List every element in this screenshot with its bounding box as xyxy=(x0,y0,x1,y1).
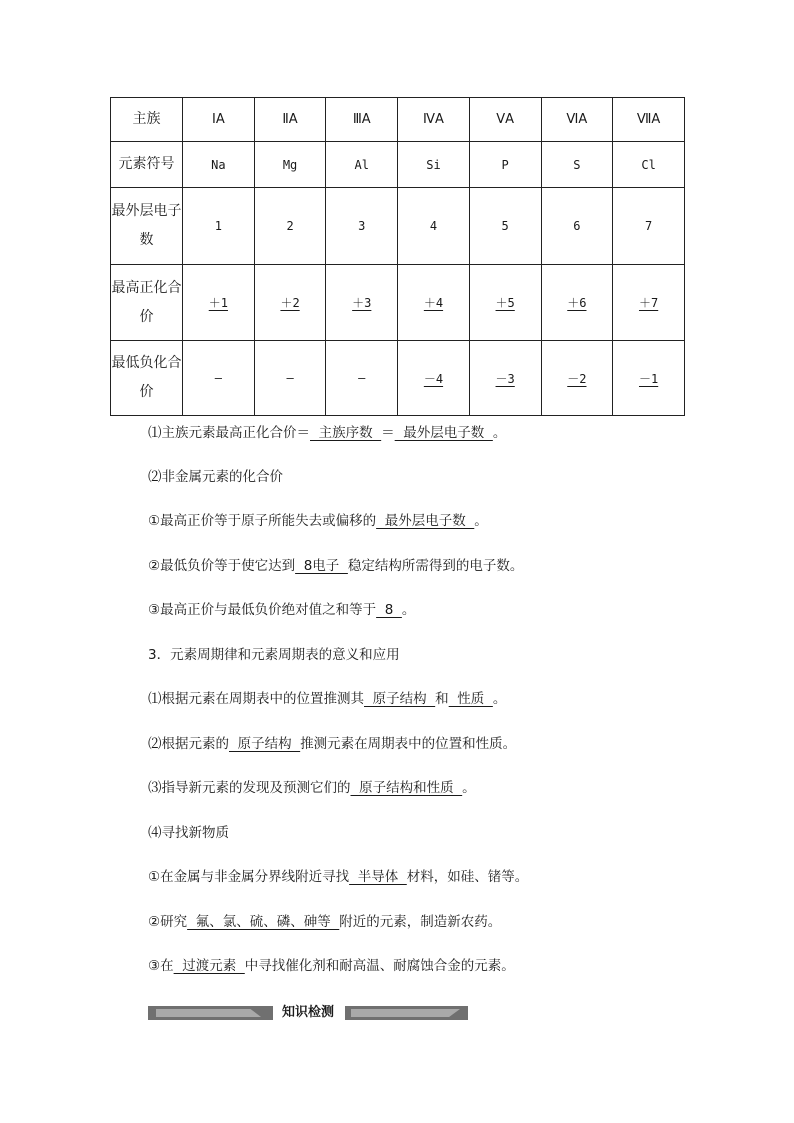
text: 。 xyxy=(401,602,416,618)
answer-blank: 8 xyxy=(376,602,402,618)
answer-text: ＋6 xyxy=(567,296,587,310)
table-cell: — xyxy=(254,341,326,416)
text: ＝ xyxy=(381,425,395,441)
text: 。 xyxy=(462,780,476,796)
table-cell: ⅢA xyxy=(326,98,398,142)
table-cell: 5 xyxy=(469,188,541,265)
table-cell xyxy=(613,265,685,341)
text: 附近的元素，制造新农药。 xyxy=(339,914,502,930)
row-header: 最外层电子数 xyxy=(111,188,183,265)
text: ⑵根据元素的 xyxy=(148,736,229,752)
text: 推测元素在周期表中的位置和性质。 xyxy=(300,736,517,752)
answer-text: ＋7 xyxy=(638,296,659,310)
table-cell: ⅡA xyxy=(254,98,326,142)
text: 。 xyxy=(474,513,488,529)
table-cell xyxy=(398,341,470,416)
table-cell xyxy=(183,265,255,341)
table-cell: ⅤA xyxy=(469,98,541,142)
table-cell: Na xyxy=(183,142,255,188)
table-cell xyxy=(398,265,470,341)
section-banner xyxy=(148,1006,468,1020)
text: ①最高正价等于原子所能失去或偏移的 xyxy=(148,513,377,529)
table-cell: 3 xyxy=(326,188,398,265)
answer-text: －2 xyxy=(567,371,587,386)
table-cell: 1 xyxy=(183,188,255,265)
statement-2-heading xyxy=(148,467,283,487)
answer-text: －3 xyxy=(495,371,515,386)
statement-3-4-2 xyxy=(148,912,501,932)
section-3-heading xyxy=(148,645,400,665)
table-cell: ⅦA xyxy=(613,98,685,142)
text: 。 xyxy=(492,691,507,707)
answer-text: ＋1 xyxy=(208,296,228,310)
table-cell: Si xyxy=(398,142,470,188)
text: 。 xyxy=(492,425,507,441)
table-cell xyxy=(541,341,613,416)
text: 3．元素周期律和元素周期表的意义和应用 xyxy=(148,647,400,663)
statement-2-3 xyxy=(148,600,415,620)
answer-blank: 最外层电子数 xyxy=(376,513,475,529)
answer-blank: 原子结构 xyxy=(364,691,436,707)
table-row xyxy=(111,142,685,188)
statement-3-2 xyxy=(148,734,516,754)
table-cell xyxy=(541,265,613,341)
text: ②最低负价等于使它达到 xyxy=(148,558,296,574)
text: ①在金属与非金属分界线附近寻找 xyxy=(148,869,350,885)
table-cell: — xyxy=(183,341,255,416)
row-header: 最低负化合价 xyxy=(111,341,183,416)
text: ③在 xyxy=(148,958,174,974)
main-group-table xyxy=(110,97,685,416)
answer-text: －1 xyxy=(638,371,659,386)
table-row xyxy=(111,98,685,142)
table-cell: S xyxy=(541,142,613,188)
table-row xyxy=(111,188,685,265)
answer-blank: 最外层电子数 xyxy=(394,425,493,441)
statement-1 xyxy=(148,423,506,443)
text: 中寻找催化剂和耐高温、耐腐蚀合金的元素。 xyxy=(244,958,515,974)
text: ⑶指导新元素的发现及预测它们的 xyxy=(148,780,351,796)
table-cell: ⅥA xyxy=(541,98,613,142)
text: 材料，如硅、锗等。 xyxy=(406,869,529,885)
table-cell: Al xyxy=(326,142,398,188)
answer-blank: 主族序数 xyxy=(310,425,382,441)
answer-text: ＋4 xyxy=(423,296,444,310)
statement-2-1 xyxy=(148,511,488,531)
text: ②研究 xyxy=(148,914,188,930)
answer-blank: 性质 xyxy=(448,691,493,707)
table-cell xyxy=(326,265,398,341)
statement-3-4-3 xyxy=(148,956,515,976)
statement-3-1 xyxy=(148,689,506,709)
table-cell: Cl xyxy=(613,142,685,188)
text: ⑴主族元素最高正化合价＝ xyxy=(148,425,310,441)
banner-bar-right xyxy=(345,1006,468,1020)
table-cell: ⅣA xyxy=(398,98,470,142)
table-cell xyxy=(469,341,541,416)
answer-blank: 半导体 xyxy=(349,869,407,885)
statement-3-3 xyxy=(148,778,476,798)
row-header: 主族 xyxy=(111,98,183,142)
table-cell xyxy=(613,341,685,416)
answer-blank: 原子结构和性质 xyxy=(350,780,463,796)
table-cell xyxy=(254,265,326,341)
answer-text: ＋3 xyxy=(352,296,372,310)
answer-text: －4 xyxy=(423,371,444,386)
table-cell: 4 xyxy=(398,188,470,265)
text: 和 xyxy=(435,691,449,707)
table-cell: Mg xyxy=(254,142,326,188)
statement-3-4-heading xyxy=(148,823,229,843)
answer-text: ＋2 xyxy=(280,296,300,310)
table-cell: P xyxy=(469,142,541,188)
banner-bar-left xyxy=(148,1006,273,1020)
table-cell xyxy=(469,265,541,341)
answer-blank: 过渡元素 xyxy=(173,958,245,974)
text: ③最高正价与最低负价绝对值之和等于 xyxy=(148,602,377,618)
row-header: 最高正化合价 xyxy=(111,265,183,341)
answer-blank: 氟、氯、硫、磷、砷等 xyxy=(187,914,340,930)
text: 稳定结构所需得到的电子数。 xyxy=(347,558,524,574)
answer-text: ＋5 xyxy=(495,296,515,310)
table-cell: 6 xyxy=(541,188,613,265)
statement-3-4-1 xyxy=(148,867,528,887)
answer-blank: 8电子 xyxy=(295,558,348,574)
row-header: 元素符号 xyxy=(111,142,183,188)
table-cell: 2 xyxy=(254,188,326,265)
answer-blank: 原子结构 xyxy=(229,736,301,752)
table-cell: 7 xyxy=(613,188,685,265)
text: ⑴根据元素在周期表中的位置推测其 xyxy=(148,691,364,707)
table-cell: ⅠA xyxy=(183,98,255,142)
text: ⑷寻找新物质 xyxy=(148,825,229,841)
text: ⑵非金属元素的化合价 xyxy=(148,469,283,485)
statement-2-2 xyxy=(148,556,523,576)
table-row xyxy=(111,341,685,416)
table-row xyxy=(111,265,685,341)
banner-title: 知识检测 xyxy=(273,1004,343,1022)
table-cell: — xyxy=(326,341,398,416)
